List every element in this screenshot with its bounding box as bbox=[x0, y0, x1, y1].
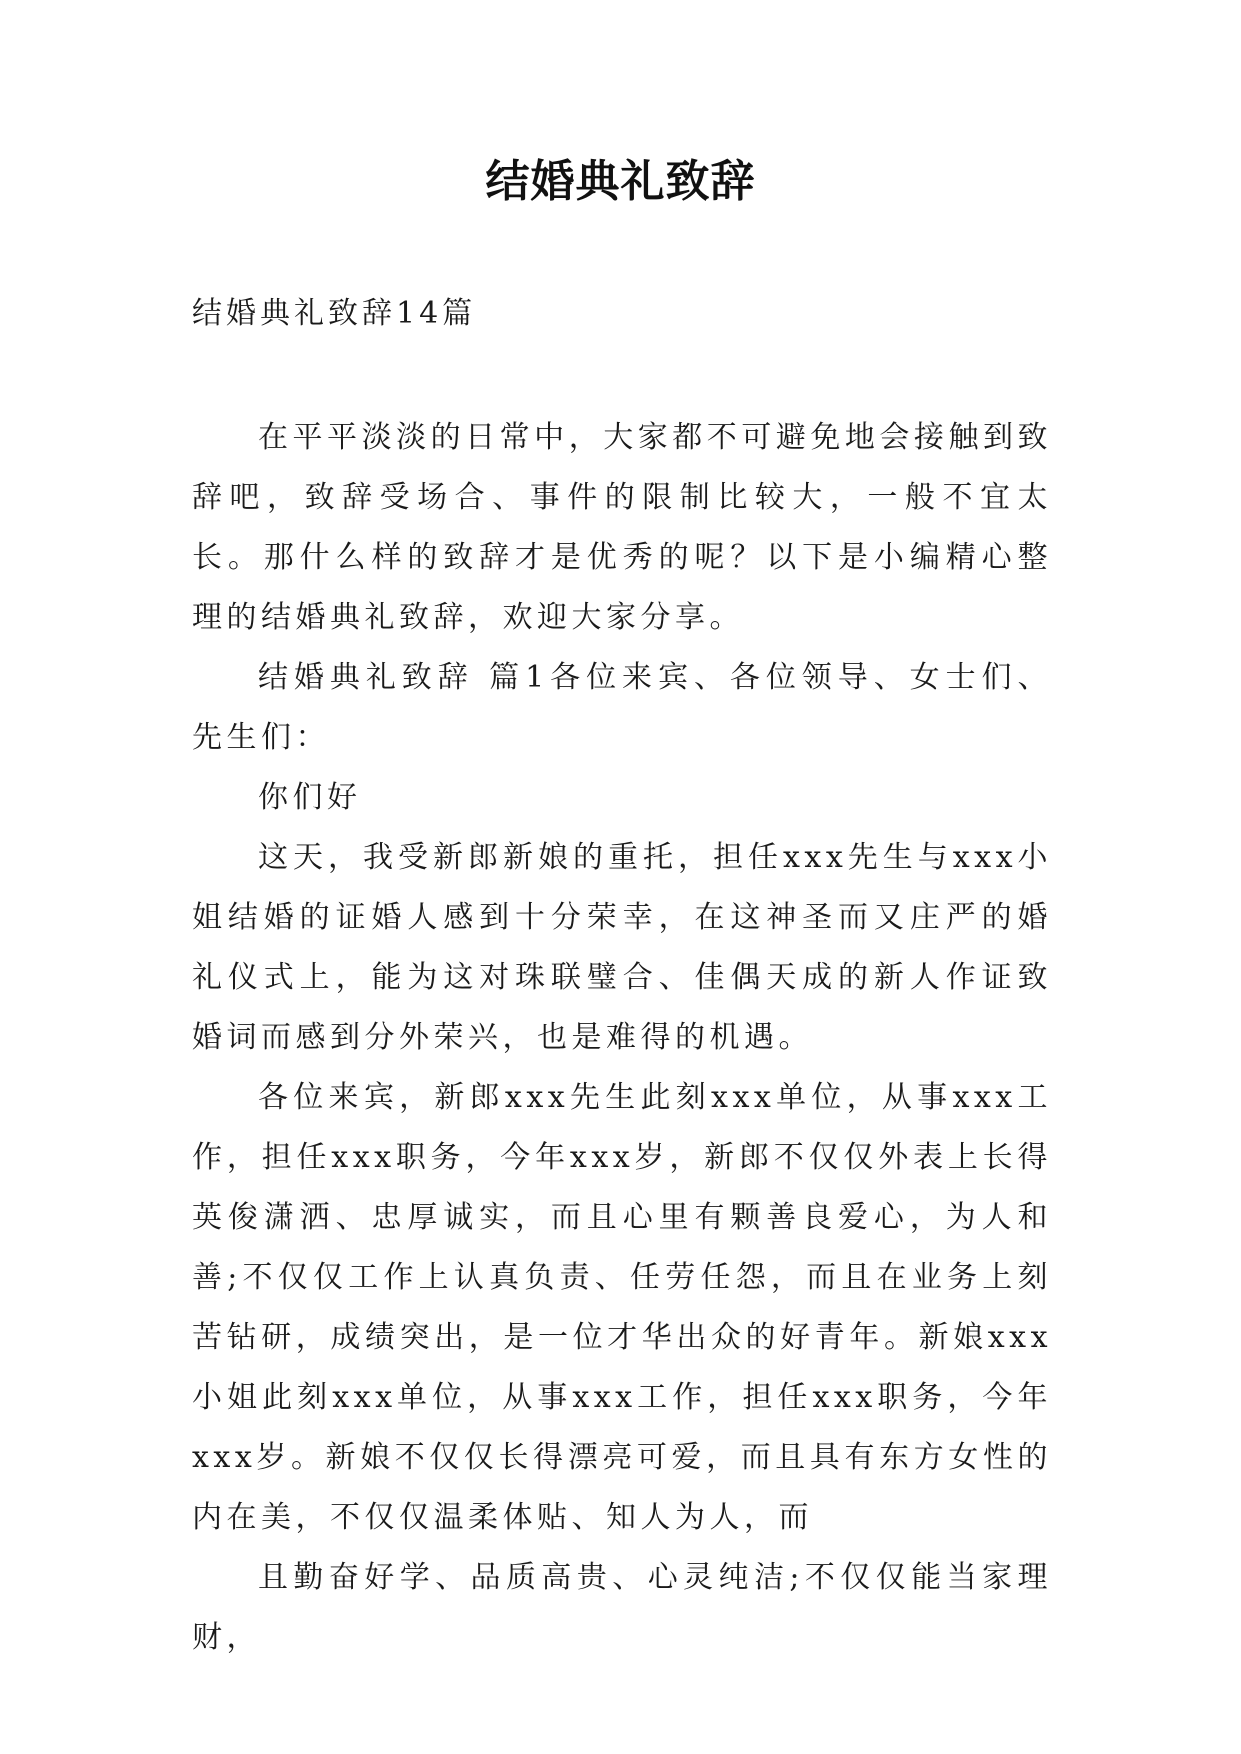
paragraph-greeting-heading: 结婚典礼致辞 篇1各位来宾、各位领导、女士们、先生们： bbox=[192, 660, 1052, 755]
document-title: 结婚典礼致辞 bbox=[485, 156, 756, 207]
paragraph-officiant: 这天，我受新郎新娘的重托，担任xxx先生与xxx小姐结婚的证婚人感到十分荣幸，在这神圣而又庄严的婚礼仪式上，能为这对珠联璧合、佳偶天成的新人作证致婚词而感到分外荣兴，也是难得的机遇。 bbox=[192, 840, 1052, 1055]
paragraph-continuation: 且勤奋好学、品质高贵、心灵纯洁;不仅仅能当家理财， bbox=[192, 1560, 1052, 1655]
paragraph-intro: 在平平淡淡的日常中，大家都不可避免地会接触到致辞吧，致辞受场合、事件的限制比较大，一般不宜太长。那什么样的致辞才是优秀的呢？以下是小编精心整理的结婚典礼致辞，欢迎大家分享。 bbox=[192, 420, 1052, 635]
paragraph-couple-intro: 各位来宾，新郎xxx先生此刻xxx单位，从事xxx工作，担任xxx职务，今年xxx岁，新郎不仅仅外表上长得英俊潇洒、忠厚诚实，而且心里有颗善良爱心，为人和善;不仅仅工作上认真负责、任劳任怨，而且在业务上刻苦钻研，成绩突出，是一位才华出众的好青年。新娘xxx小姐此刻xxx单位，从事xxx工作，担任xxx职务，今年xxx岁。新娘不仅仅长得漂亮可爱，而且具有东方女性的内在美，不仅仅温柔体贴、知人为人，而 bbox=[192, 1080, 1052, 1535]
paragraph-hello: 你们好 bbox=[258, 780, 362, 815]
document-body bbox=[192, 408, 1052, 1668]
document-subtitle: 结婚典礼致辞14篇 bbox=[192, 296, 477, 331]
